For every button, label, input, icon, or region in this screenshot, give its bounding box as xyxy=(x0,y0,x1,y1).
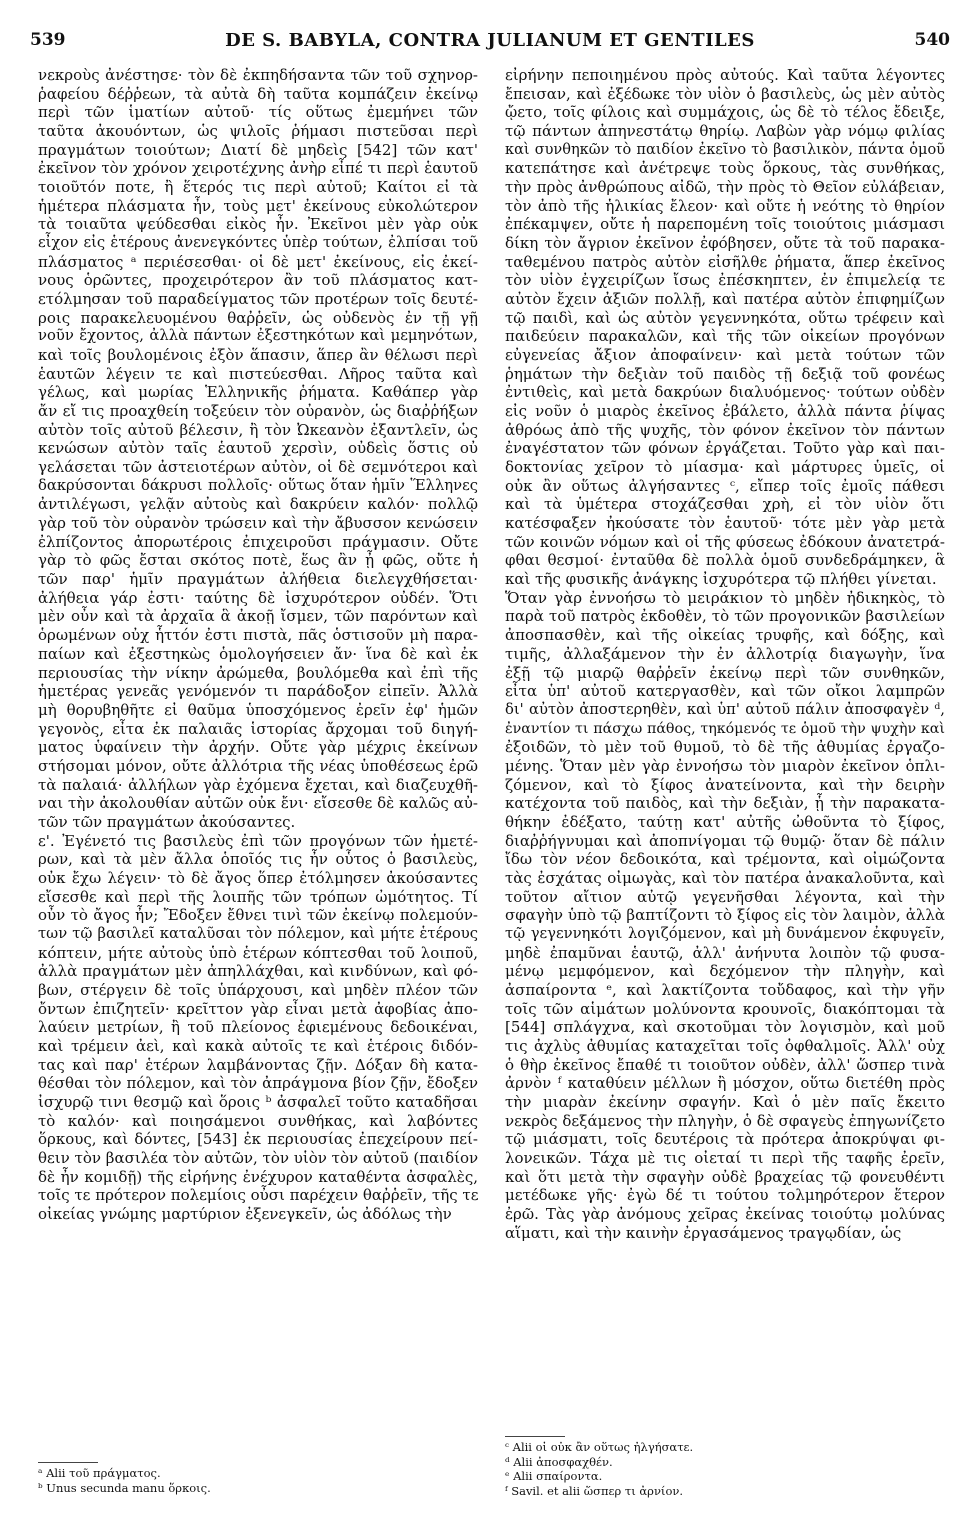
text-line: περιουσίας τὴν νίκην ἀρώμεθα, βουλόμεθα καὶ ἐπὶ τῆς xyxy=(38,663,478,682)
text-line: καὶ τὰ ὑμέτερα στοχάζεσθαι χρὴ, εἰ τὸν υἱὸν ὅτι xyxy=(505,495,945,514)
text-line: λαύειν μετρίων, ἢ τοῦ πλείονος ἐφιεμένους δεδοικέναι, xyxy=(38,1018,478,1037)
text-line: ἀποσπασθὲν, καὶ τῆς οἰκείας τρυφῆς, καὶ δόξης, καὶ xyxy=(505,626,945,645)
text-line: κατεπάτησε καὶ ἀνέτρεψε τοὺς ὅρκους, τὰς συνθήκας, xyxy=(505,159,945,178)
footnote: ᵉ Alii σπαίροντα. xyxy=(505,1469,603,1483)
text-line: μὲν οὖν καὶ τὰ ἀρχαῖα ἃ ἀκοῇ ἴσμεν, τῶν παρόντων καὶ xyxy=(38,607,478,626)
text-line: οὐκ ἔχω λέγειν· τὸ δὲ ἄγος ὅπερ ἐτόλμησεν ἀκούσαντες xyxy=(38,868,478,887)
text-line: γελάσεται τῶν ἀστειοτέρων αὐτὸν, οἱ δὲ σεμνότεροι καὶ xyxy=(38,458,478,477)
text-line: παίων καὶ ἐξεστηκὼς ὁμολογήσειεν ἄν· ἵνα δὲ καὶ ἐκ xyxy=(38,644,478,663)
text-line: τοῦτον αἴτιον αὐτῷ γεγενῆσθαι λέγοντα, καὶ τὴν xyxy=(505,887,945,906)
text-line: τοιοῦτόν ποτε, ἢ ἕτερός τις περὶ αὐτοῦ; Καίτοι εἰ τὰ xyxy=(38,178,478,197)
text-line: εὐγενείας ἄξιον ἀποφαίνειν· καὶ μετὰ τούτων τῶν xyxy=(505,346,945,365)
text-line: κόπτειν, μήτε αὐτοὺς ὑπὸ ἑτέρων κόπτεσθαι τοῦ λοιποῦ, xyxy=(38,943,478,962)
text-line: κενώσων αὐτὸν ταῖς ἑαυτοῦ χερσὶν, οὐδεὶς ὅστις οὐ xyxy=(38,439,478,458)
text-line: των τῷ βασιλεῖ καταλῦσαι τὸν πόλεμον, καὶ μήτε ἑτέρους xyxy=(38,924,478,942)
text-line: ὄντων ἐπιζητεῖν· κρεῖττον γὰρ εἶναι μετὰ ἀφοβίας ἀπο- xyxy=(38,999,478,1018)
page-number-right: 540 xyxy=(914,30,950,50)
text-line: ὁ θὴρ ἐκεῖνος ἔπαθέ τι τοιοῦτον οὐδὲν, ἀλλ' ὥσπερ τινὰ xyxy=(505,1055,945,1074)
text-line: ἀρνὸν ᶠ καταθύειν μέλλων ἢ μόσχον, οὕτω διετέθη πρὸς xyxy=(505,1074,945,1093)
text-line: θήκην ἐδέξατο, ταύτῃ κατ' αὐτῆς ὠθοῦντα τὸ ξίφος, xyxy=(505,812,945,831)
text-line: πλάσματος ᵃ περιέσεσθαι· οἱ δὲ μετ' ἐκείνους, εἰς ἐκεί- xyxy=(38,252,478,271)
text-line: ἐξῇ τῷ μιαρῷ θαῤῥεῖν ἐκείνῳ περὶ τῶν συνθηκῶν, xyxy=(505,663,945,682)
text-line: οἰκείας γνώμης μαρτύριον ἐξενεγκεῖν, ὡς ἀδόλως τὴν xyxy=(38,1204,452,1223)
text-line: ἐλπίζοντος ἀπορωτέροις ἐπιχειροῦσι πράγμασιν. Οὔτε xyxy=(38,532,478,551)
text-line: ταῦτα ἀκουόντων, ὡς ψιλοῖς ῥήμασι πιστεῦσαι περὶ xyxy=(38,122,478,141)
text-line: περὶ τῶν ἱματίων αὐτοῦ· τίς οὕτως ἐμεμήνει τῶν xyxy=(38,103,478,122)
text-line: τας καὶ παρ' ἑτέρων λαμβάνοντας ζῇν. Δόξαν δὴ κατα- xyxy=(38,1055,478,1074)
running-header xyxy=(30,30,950,64)
text-line: τῶν παρ' ἡμῖν πραγμάτων ἀλήθεια διελεγχθήσεται· xyxy=(38,570,478,589)
text-line: [544] σπλάγχνα, καὶ σκοτοῦμαι τὸν λογισμὸν, καὶ μοῦ xyxy=(505,1018,945,1037)
text-line: μένῳ μεμφόμενον, καὶ δεχόμενον τὴν πληγὴν, καὶ xyxy=(505,962,945,981)
text-line: αὐτὸν τοῖς αὐτοῦ βέλεσιν, ἢ τὸν Ὠκεανὸν ἐξαντλεῖν, ὡς xyxy=(38,420,478,439)
text-line: γὰρ τοῦ τὸν οὐρανὸν τρώσειν καὶ τὴν ἄβυσσον κενώσειν xyxy=(38,514,478,533)
text-line: σφαγὴν ὑπὸ τῷ βαπτίζοντι τὸ ξίφος εἰς τὸν λαιμὸν, ἀλλὰ xyxy=(505,906,945,925)
footnote: ᵈ Alii ἀποσφαχθέν. xyxy=(505,1454,613,1469)
text-line: τὸ καλόν· καὶ ποιησάμενοι συνθήκας, καὶ λαβόντες xyxy=(38,1111,478,1130)
text-line: ῥαφείου δέῤῥεων, τὰ αὐτὰ δὴ ταῦτα κομπάζειν ἐκείνῳ xyxy=(38,84,478,103)
footnotes-left xyxy=(38,1466,478,1495)
text-line: ἔπεισαν, καὶ ἐξέδωκε τὸν υἱὸν ὁ βασιλεὺς, ὡς μὲν αὐτὸς xyxy=(505,84,945,103)
text-line: στήσομαι μόνον, οὔτε ἀλλότρια τῆς νέας ὑποθέσεως ἐρῶ xyxy=(38,756,478,775)
text-line: ἐναγέστατον τῶν φόνων ἐργάζεται. Τοῦτο γὰρ καὶ παι- xyxy=(505,439,945,458)
text-line: φθαι θεσμοί· ἐνταῦθα δὲ πολλὰ ὁμοῦ συνδεδράμηκεν, ἃ xyxy=(505,551,945,570)
text-line: καὶ ὅτι μετὰ τὴν σφαγὴν οὐδὲ βραχείας τῷ φονευθέντι xyxy=(505,1167,945,1186)
text-line: ἐντιθεὶς, καὶ μετὰ δακρύων διαλυόμενος· τούτων οὐδὲν xyxy=(505,383,945,402)
text-line: ἄν εἴ τις προαχθείη τοξεύειν τὸν οὐρανὸν, ὡς διαῤῥήξων xyxy=(38,402,478,421)
footnotes-right xyxy=(505,1440,945,1498)
text-line: γεγονὸς, εἶτα ἐκ παλαιᾶς ἱστορίας ἄρχομαι τοῦ διηγή- xyxy=(38,719,478,738)
text-line: καὶ συνθηκῶν τὸ παιδίον ἐκεῖνο τὸ βασιλικὸν, πάντα ὁμοῦ xyxy=(505,141,945,158)
text-line: βων, στέργειν δὲ τοῖς ὑπάρχουσι, καὶ μηδὲν πλέον τῶν xyxy=(38,980,478,999)
text-line: παιδεύειν παρακαλῶν, καὶ τῆς τῶν οἰκείων προγόνων xyxy=(505,327,945,346)
text-line: νεκρὸς δεξάμενος τὴν πληγὴν, ὁ δὲ σφαγεὺς ἐπηγωνίζετο xyxy=(505,1111,945,1130)
text-line: ῥημάτων τὴν δεξιὰν τοῦ παιδὸς τῇ δεξιᾷ τοῦ φονέως xyxy=(505,364,945,383)
running-title: DE S. BABYLA, CONTRA JULIANUM ET GENTILES xyxy=(225,30,755,51)
text-line: δοκτονίας χεῖρον τὸ μίασμα· καὶ μάρτυρες ὑμεῖς, οἱ xyxy=(505,458,945,477)
text-line: ἀσπαίροντα ᵉ, καὶ λακτίζοντα τοὔδαφος, καὶ τὴν γῆν xyxy=(505,980,945,999)
text-line: μένης. Ὅταν μὲν γὰρ ἐννοήσω τὸν μιαρὸν ἐκεῖνον ὁπλι- xyxy=(505,756,945,775)
text-line: ετόλμησαν τοῦ παραδείγματος τῶν προτέρων τοῖς δευτέ- xyxy=(38,290,478,309)
text-line: μετέδωκε γῆς· ἐγὼ δέ τι τούτου τολμηρότερον ἕτερον xyxy=(505,1186,945,1205)
text-line: Ὅταν γὰρ ἐννοήσω τὸ μειράκιον τὸ μηδὲν ἠδικηκὸς, τὸ xyxy=(505,588,945,607)
text-line: λονεικῶν. Τάχα μὲ τις οἰεταί τι περὶ τῆς ταφῆς ἐρεῖν, xyxy=(505,1148,945,1167)
text-line: ἑαυτῶν λέγειν τε καὶ πιστεύεσθαι. Λῆρος ταῦτα καὶ xyxy=(38,364,478,383)
text-line: ἡμέτερα πλάσματα ἦν, τοὺς μετ' ἐκείνους εὐκολώτερον xyxy=(38,196,478,215)
text-line: ταθεμένου πατρὸς αὐτὸν εἰσῆλθε ῥήματα, ἅπερ ἐκεῖνος xyxy=(505,252,945,271)
text-line: τοῖς τῶν αἱμάτων μολύνοντα κρουνοῖς, διακόπτομαι τὰ xyxy=(505,999,945,1018)
text-line: τῷ πάντων ἀπηνεστάτῳ θηρίῳ. Λαβὼν γὰρ νόμῳ φιλίας xyxy=(505,122,945,141)
text-line: κατέσφαξεν ἠκούσατε τὸν ἑαυτοῦ· τότε μὲν γὰρ μετὰ xyxy=(505,514,945,533)
text-line: ματος ὑφαίνειν τὴν ἀρχήν. Οὔτε γὰρ μέχρις ἐκείνων xyxy=(38,738,478,757)
text-line: ὁρωμένων οὐχ ἧττόν ἐστι πιστὰ, πᾶς ὁστισοῦν μὴ παρα- xyxy=(38,626,478,645)
text-line: ἴδω τὸν νέον δεδοικότα, καὶ τρέμοντα, καὶ οἰμώζοντα xyxy=(505,850,945,869)
text-line: τὰ τοιαῦτα ψεύδεσθαι εἰκὸς ἦν. Ἐκεῖνοι μὲν γὰρ οὐκ xyxy=(38,215,478,234)
text-line: νοῦν ἔχοντος, ἀλλὰ πάντων ἐξεστηκότων καὶ μεμηνότων, xyxy=(38,327,478,345)
text-line: τιμῆς, ἀλλαξάμενον τὴν ἐν ἀλλοτρίᾳ διαγωγὴν, ἵνα xyxy=(505,644,945,663)
text-line: ἐκεῖνον τὸν χρόνον χειροτέχνης ἀνὴρ εἶπέ τι περὶ ἑαυτοῦ xyxy=(38,159,478,178)
text-line: τὴν πρὸς ἀνθρώπους αἰδῶ, τὴν πρὸς τὸ Θεῖον εὐλάβειαν, xyxy=(505,178,945,197)
text-line: αἵματι, καὶ τὴν καινὴν ἐργασάμενος τραγῳδίαν, ὡς xyxy=(505,1223,902,1242)
text-line: παρὰ τοῦ πατρὸς ἐκδοθὲν, τὸ τῶν προγονικῶν βασιλείων xyxy=(505,607,945,626)
text-line: θέσθαι τὸν πόλεμον, καὶ τὸν ἀπράγμονα βίον ζῇν, ἔδοξεν xyxy=(38,1074,478,1093)
text-line: ᾤετο, τοῖς φίλοις καὶ συμμάχοις, ὡς δὲ τὸ τέλος ἔδειξε, xyxy=(505,103,945,122)
text-line: ἐρῶ. Τὰς γὰρ ἀνόμους χεῖρας ἐκείνας τοιούτῳ μολύνας xyxy=(505,1204,945,1223)
text-line: ἀντιλέγωσι, γελᾷν αὐτοὺς καὶ δακρύειν καλόν· πολλῷ xyxy=(38,495,478,514)
text-line: καὶ τῆς φυσικῆς ἀνάγκης ἰσχυρότερα τῷ πλήθει γίνεται. xyxy=(505,570,937,589)
text-line: ροις παρακελευομένου θαῤῥεῖν, ὡς οὐδενὸς ἐν τῇ γῇ xyxy=(38,308,478,327)
text-line: ἀλήθεια γάρ ἐστι· ταύτης δὲ ἰσχυρότερον οὐδέν. Ὅτι xyxy=(38,588,478,607)
left-text-column xyxy=(38,66,478,1458)
footnote: ᶜ Alii οἱ οὐκ ἂν οὕτως ἠλγήσατε. xyxy=(505,1440,694,1454)
text-line: μὴ θορυβηθῆτε εἰ θαῦμα ὑποσχόμενος ἐρεῖν ἐφ' ἡμῶν xyxy=(38,700,478,719)
footnote: ᵇ Unus secunda manu ὅρκοις. xyxy=(38,1480,211,1495)
text-line: τὰς ἐσχάτας οἰμωγὰς, καὶ τὸν πατέρα ἀνακαλοῦντα, καὶ xyxy=(505,868,945,887)
text-line: τὸν ἀπὸ τῆς ἡλικίας ἔλεον· καὶ οὔτε ἡ νεότης τὸ θηρίον xyxy=(505,196,945,215)
text-line: ρων, καὶ τὰ μὲν ἄλλα ὁποῖός τις ἦν οὗτος ὁ βασιλεὺς, xyxy=(38,850,478,869)
text-line: νεκροὺς ἀνέστησε· τὸν δὲ ἐκπηδήσαντα τῶν τοῦ σχηνορ- xyxy=(38,66,478,84)
text-line: ε'. Ἐγένετό τις βασιλεὺς ἐπὶ τῶν προγόνων τῶν ἡμετέ- xyxy=(38,831,478,850)
text-line: θειν τὸν βασιλέα τὸν αὐτῶν, τὸν υἱὸν τὸν αὐτοῦ (παιδίον xyxy=(38,1148,478,1167)
text-line: κατέχοντα τοῦ παιδὸς, καὶ τὴν δεξιὰν, ᾗ τὴν παρακατα- xyxy=(505,794,945,813)
text-line: ἀθρόως ἀπὸ τῆς ψυχῆς, τὸν φόνον ἐκεῖνον τὸν πάντων xyxy=(505,420,945,439)
footnote-rule-right xyxy=(505,1436,565,1437)
text-line: εἰς νοῦν ὁ μιαρὸς ἐκεῖνος ἐβάλετο, ἀλλὰ πάντα ῥίψας xyxy=(505,402,945,421)
text-line: τὰ παλαιά· ἀλλήλων γὰρ ἐχόμενα ἔχεται, καὶ διαζευχθῆ- xyxy=(38,775,478,794)
footnote-rule-left xyxy=(38,1462,98,1463)
text-line: τῷ μιάσματι, τοῖς δευτέροις τὰ πρότερα ἀποκρύψαι φι- xyxy=(505,1130,945,1149)
text-line: δὲ ἦν κομιδῇ) τῆς εἰρήνης ἐνέχυρον καταθέντα ἀσφαλὲς, xyxy=(38,1167,478,1186)
text-line: ναι τὴν ἀκολουθίαν αὐτῶν οὐκ ἔνι· εἴσεσθε δὲ καλῶς αὐ- xyxy=(38,794,478,813)
text-line: νους ὁρῶντες, προχειρότερον ἂν τοῦ πλάσματος κατ- xyxy=(38,271,478,290)
text-line: τὴν μιαρὰν ἐκείνην σφαγήν. Καὶ ὁ μὲν παῖς ἔκειτο xyxy=(505,1092,945,1111)
text-line: τὸν υἱὸν ἐγχειρίζων ἴσως ἐπέσκηπτεν, ἐν ἐπιμελείᾳ τε xyxy=(505,271,945,290)
text-line: ἐπέκαμψεν, οὔτε ἡ παρεπομένη τοῖς τοιούτοις μιάσμασι xyxy=(505,215,945,234)
text-line: τῶν τῶν πραγμάτων ἀκούσαντες. xyxy=(38,812,296,831)
text-line: τῷ γεγεννηκότι λογιζόμενον, καὶ μὴ δυνάμενον ἐκφυγεῖν, xyxy=(505,924,945,942)
text-line: δακρύσονται δάκρυσι πολλοῖς· οὕτως ὅταν ἡμῖν Ἕλληνες xyxy=(38,476,478,494)
text-line: καὶ τοῖς βουλομένοις ἐξὸν ἅπασιν, ἅπερ ἂν θέλωσι περὶ xyxy=(38,346,478,365)
text-line: οὐκ ἂν οὕτως ἀλγήσαντες ᶜ, εἴπερ τοῖς ἐμοῖς πάθεσι xyxy=(505,476,945,495)
text-line: τοῖς τε πρότερον πολεμίοις οὖσι παρέχειν θαῤῥεῖν, τῆς τε xyxy=(38,1186,478,1205)
text-line: εἶτα ὑπ' αὐτοῦ κατεργασθὲν, καὶ τῶν οἴκοι λαμπρῶν xyxy=(505,682,945,701)
right-text-column xyxy=(505,66,945,1436)
footnote: ᵃ Alii τοῦ πράγματος. xyxy=(38,1466,161,1480)
text-line: ἐναντίον τι πάσχω πάθος, τηκόμενός τε ὁμοῦ τὴν ψυχὴν καὶ xyxy=(505,720,945,737)
text-line: γέλως, καὶ μωρίας Ἑλληνικῆς ῥήματα. Καθάπερ γὰρ xyxy=(38,383,478,402)
text-line: γὰρ τὸ φῶς ἔσται σκότος ποτὲ, ἕως ἂν ᾖ φῶς, οὔτε ἡ xyxy=(38,551,478,570)
text-line: ζόμενον, καὶ τὸ ξίφος ἀνατείνοντα, καὶ τὴν δειρὴν xyxy=(505,775,945,794)
text-line: δι' αὐτὸν ἀποστερηθὲν, καὶ ὑπ' αὐτοῦ πάλιν ἀποσφαγὲν ᵈ, xyxy=(505,700,945,718)
text-line: εἰρήνην πεποιημένου πρὸς αὐτούς. Καὶ ταῦτα λέγοντες xyxy=(505,66,945,84)
text-line: τῶν κοινῶν νόμων καὶ οἱ τῆς φύσεως ἐδόκουν ἀνατετρά- xyxy=(505,532,945,551)
text-line: αὐτὸν ἔχειν ἀξιῶν πολλῇ, καὶ πατέρα αὐτὸν ἐπιφημίζων xyxy=(505,290,945,309)
text-line: μηδὲ ἐπαμῦναι ἑαυτῷ, ἀλλ' ἀνήνυτα λοιπὸν τῷ φυσα- xyxy=(505,943,945,962)
text-line: ὅρκους, καὶ δόντες, [543] ἐκ περιουσίας ἐπεχείρουν πεί- xyxy=(38,1130,478,1149)
text-line: πραγμάτων τοιούτων; Διατί δὲ μηδεὶς [542] τῶν κατ' xyxy=(38,140,478,159)
text-line: τις ἀχλὺς ἀθυμίας καταχεῖται τοῖς ὀφθαλμοῖς. Ἀλλ' οὐχ xyxy=(505,1036,945,1055)
text-line: οὖν τὸ ἄγος ἦν; Ἔδοξεν ἔθνει τινὶ τῶν ἐκείνῳ πολεμούν- xyxy=(38,906,478,925)
footnote: ᶠ Savil. et alii ὥσπερ τι ἀρνίον. xyxy=(505,1483,684,1498)
text-line: εἶχον εἰς ἑτέρους ἀνενεγκόντες ὑπὲρ τούτων, ἐλπίσαι τοῦ xyxy=(38,234,478,252)
text-line: ἡμετέρας γενεᾶς γενόμενόν τι παράδοξον εἰπεῖν. Ἀλλὰ xyxy=(38,682,478,701)
page-number-left: 539 xyxy=(30,30,66,50)
text-line: εἴσεσθε καὶ περὶ τῆς λοιπῆς τῶν τρόπων ὠμότητος. Τί xyxy=(38,887,478,906)
text-line: καὶ τρέμειν ἀεὶ, καὶ κακὰ αὐτοῖς τε καὶ ἑτέροις διδόν- xyxy=(38,1036,478,1055)
text-line: δίκη τὸν ἄγριον ἐκεῖνον ἐφόβησεν, οὔτε τὰ τοῦ παρακα- xyxy=(505,234,945,253)
text-line: τῷ παιδὶ, καὶ ὡς αὐτὸν γεγεννηκότα, οὕτω τρέφειν καὶ xyxy=(505,308,945,327)
text-line: ἐξοιδῶν, τὸ μὲν τοῦ θυμοῦ, τὸ δὲ τῆς ἀθυμίας ἐργαζο- xyxy=(505,738,945,757)
text-line: ἰσχυρῷ τινι θεσμῷ καὶ ὅροις ᵇ ἀσφαλεῖ τοῦτο καταδῆσαι xyxy=(38,1092,478,1111)
text-line: διαῤῥήγνυμαι καὶ ἀποπνίγομαι τῷ θυμῷ· ὅταν δὲ πάλιν xyxy=(505,831,945,850)
text-line: ἀλλὰ πραγμάτων μὲν ἀπηλλάχθαι, καὶ κινδύνων, καὶ φό- xyxy=(38,962,478,981)
